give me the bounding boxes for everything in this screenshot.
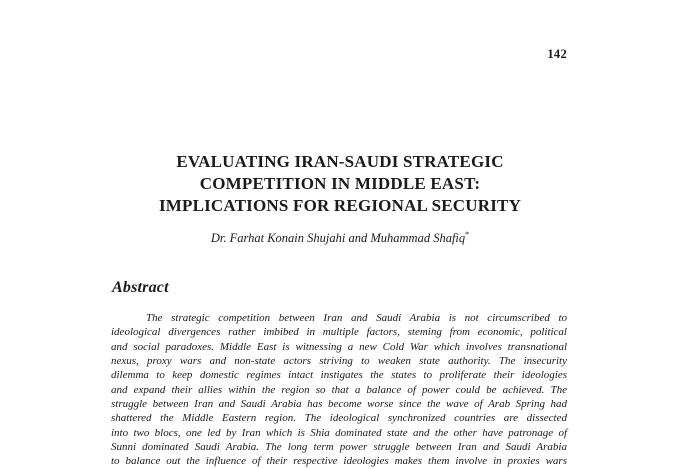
- abstract-line: shattered the Middle Eastern region. The ideological synchronized countries are dissected: [111, 412, 567, 425]
- title-line-3: IMPLICATIONS FOR REGIONAL SECURITY: [158, 196, 522, 215]
- abstract-heading: Abstract: [112, 279, 169, 296]
- abstract-line: dilemma to keep domestic regimes intact instigates the states to proliferate their ideologies: [111, 369, 567, 382]
- abstract-line: struggle between Iran and Saudi Arabia has become worse since the wave of Arab Spring had: [111, 398, 567, 411]
- abstract-line: The strategic competition between Iran and Saudi Arabia is not circumscribed to: [146, 312, 567, 324]
- page-number: 142: [547, 47, 567, 61]
- abstract-line: into two blocs, one led by Iran which is Shia dominated state and the other have patronage of: [111, 426, 567, 439]
- abstract-line: and social paradoxes. Middle East is witnessing a new Cold War which involves transnational: [111, 340, 567, 353]
- abstract-line: nexus, proxy wars and non-state actors striving to weaken state authority. The insecurity: [111, 355, 567, 368]
- author-footnote-asterisk: *: [465, 229, 470, 239]
- authors-names: Dr. Farhat Konain Shujahi and Muhammad Shafiq: [210, 231, 466, 245]
- abstract-line: and expand their allies within the region so that a balance of power could be achieved. The: [111, 383, 567, 396]
- article-title: [93, 151, 587, 217]
- abstract-paragraph: [111, 311, 567, 469]
- abstract-line: to balance out the influence of their respective ideologies makes them involve in proxies wars: [111, 455, 567, 468]
- abstract-line: ideological divergences rather imbibed in multiple factors, steming from economic, political: [111, 326, 567, 339]
- authors-line: [93, 231, 587, 246]
- title-line-2: COMPETITION IN MIDDLE EAST:: [199, 174, 481, 193]
- abstract-line: Sunni dominated Saudi Arabia. The long term power struggle between Iran and Saudi Arabia: [111, 441, 567, 454]
- title-line-1: EVALUATING IRAN-SAUDI STRATEGIC: [176, 152, 504, 171]
